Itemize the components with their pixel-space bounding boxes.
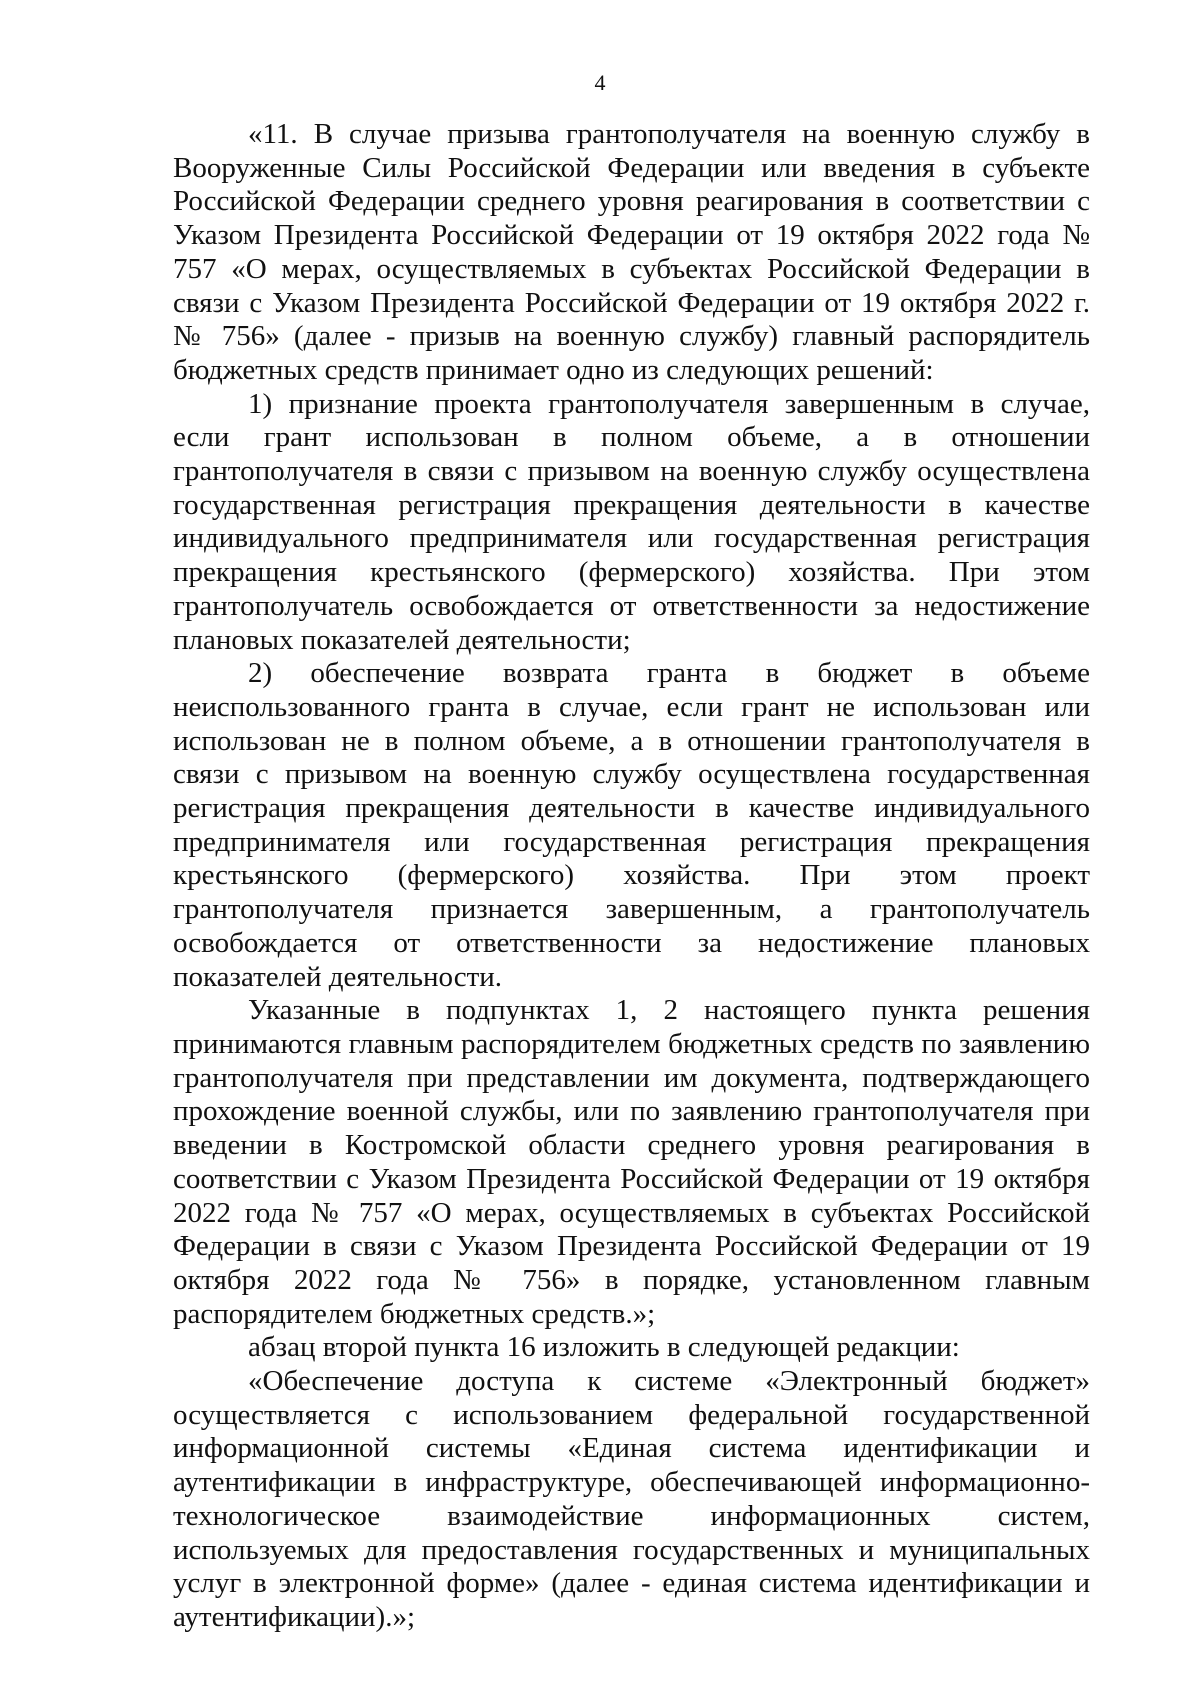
paragraph-electronic-budget: «Обеспечение доступа к системе «Электронный бюджет» осуществляется с использованием федеральной государственной информационной системы «Единая система идентификации и аутентификации в инфраструктуре, обеспечивающей информационно-технологическое взаимодействие информационных систем, используемых для предоставления государственных и муниципальных услуг в электронной форме» (далее - единая система идентификации и аутентификации).»; [173,1365,1090,1633]
page-number: 4 [594,70,606,95]
paragraph-subitem-1: 1) признание проекта грантополучателя завершенным в случае, если грант использован в полном объеме, а в отношении грантополучателя в связи с призывом на военную службу осуществлена государственная регистрация прекращения деятельности в качестве индивидуального предпринимателя или государственная регистрация прекращения крестьянского (фермерского) хозяйства. При этом грантополучатель освобождается от ответственности за недостижение плановых показателей деятельности; [173,387,1090,656]
document-body [173,118,1090,1635]
paragraph-clause-11: «11. В случае призыва грантополучателя на военную службу в Вооруженные Силы Российской Федерации или введения в субъекте Российской Федерации среднего уровня реагирования в соответствии с Указом Президента Российской Федерации от 19 октября 2022 года № 757 «О мерах, осуществляемых в субъектах Российской Федерации в связи с Указом Президента Российской Федерации от 19 октября 2022 г. № 756» (далее - призыв на военную службу) главный распорядитель бюджетных средств принимает одно из следующих решений: [173,118,1090,386]
paragraph-amendment-intro: абзац второй пункта 16 изложить в следующей редакции: [248,1331,960,1364]
paragraph-subitem-2: 2) обеспечение возврата гранта в бюджет в объеме неиспользованного гранта в случае, если грант не использован или использован не в полном объеме, а в отношении грантополучателя в связи с призывом на военную службу осуществлена государственная регистрация прекращения деятельности в качестве индивидуального предпринимателя или государственная регистрация прекращения крестьянского (фермерского) хозяйства. При этом проект грантополучателя признается завершенным, а грантополучатель освобождается от ответственности за недостижение плановых показателей деятельности. [173,657,1090,993]
paragraph-decisions: Указанные в подпунктах 1, 2 настоящего пункта решения принимаются главным распорядителем бюджетных средств по заявлению грантополучателя при представлении им документа, подтверждающего прохождение военной службы, или по заявлению грантополучателя при введении в Костромской области среднего уровня реагирования в соответствии с Указом Президента Российской Федерации от 19 октября 2022 года № 757 «О мерах, осуществляемых в субъектах Российской Федерации в связи с Указом Президента Российской Федерации от 19 октября 2022 года № 756» в порядке, установленном главным распорядителем бюджетных средств.»; [173,994,1090,1330]
